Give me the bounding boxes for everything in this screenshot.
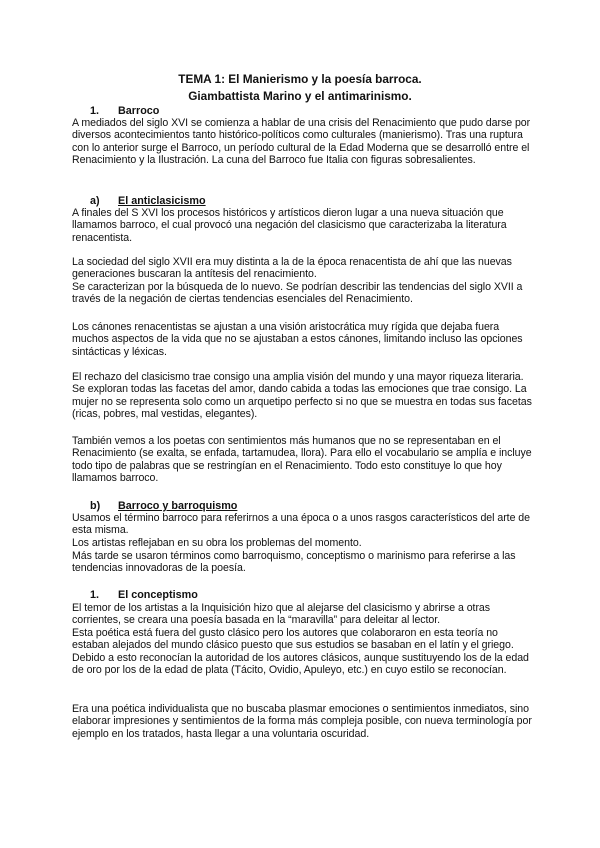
paragraph: La sociedad del siglo XVII era muy distinta a la de la época renacentista de ahí que las nuevas generaciones buscaran la antítesis del renacimiento. — [72, 256, 512, 281]
paragraph: A mediados del siglo XVI se comienza a hablar de una crisis del Renacimiento que pudo darse por diversos acontecimientos tanto histórico-políticos como culturales (manierismo). Tras una ruptura con lo anterior surge el Barroco, un período cultural de la Edad Moderna que se desarrolló entre el Renacimiento y la Ilustración. La cuna del Barroco fue Italia con figuras sobresalientes. — [72, 117, 531, 167]
paragraph: Era una poética individualista que no buscaba plasmar emociones o sentimientos inmediatos, sino elaborar impresiones y sentimientos de la forma más compleja posible, con nueva terminología por ejemplo en los tratados, hasta llegar a una voluntaria oscuridad. — [72, 703, 532, 740]
section-heading-barroquismo — [90, 500, 237, 512]
section-heading-anticlasicismo — [90, 195, 206, 207]
section-heading-text: Barroco y barroquismo — [118, 500, 238, 512]
section-heading-text: El conceptismo — [118, 589, 198, 601]
paragraph: Más tarde se usaron términos como barroquismo, conceptismo o marinismo para referirse a las tendencias innovadoras de la poesía. — [72, 550, 516, 575]
section-number: a) — [90, 195, 100, 207]
section-number: 1. — [90, 589, 100, 601]
paragraph: Usamos el término barroco para referirnos a una época o a unos rasgos característicos del arte de esta misma. — [72, 512, 530, 537]
section-number: b) — [90, 500, 101, 512]
paragraph: El rechazo del clasicismo trae consigo una amplia visión del mundo y una mayor riqueza literaria. Se exploran todas las facetas del amor, dando cabida a todas las emociones que trae consigo. La mujer no se representa solo como un arquetipo perfecto si no que se muestra en todas sus facetas (ricas, pobres, mal vestidas, elegantes). — [72, 371, 532, 421]
paragraph: Los artistas reflejaban en su obra los problemas del momento. — [72, 537, 362, 549]
section-heading-text: El anticlasicismo — [118, 195, 206, 207]
paragraph: Los cánones renacentistas se ajustan a una visión aristocrática muy rígida que dejaba fuera muchos aspectos de la vida que no se ajustaban a estos cánones, limitando incluso las opciones sintácticas y léxicas. — [72, 321, 523, 358]
section-heading-barroco — [90, 105, 159, 117]
paragraph: A finales del S XVI los procesos históricos y artísticos dieron lugar a una nueva situación que llamamos barroco, el cual provocó una negación del clasicismo que caracterizaba la literatura renacentista. — [72, 207, 507, 244]
section-number: 1. — [90, 105, 100, 117]
document-title-line-2: Giambattista Marino y el antimarinismo. — [188, 89, 412, 103]
paragraph: Se caracterizan por la búsqueda de lo nuevo. Se podrían describir las tendencias del siglo XVII a través de la negación de ciertas tendencias esenciales del Renacimiento. — [72, 281, 523, 306]
section-heading-conceptismo — [90, 589, 198, 601]
paragraph: El temor de los artistas a la Inquisición hizo que al alejarse del clasicismo y abrirse a otras corrientes, se creara una poesía basada en la “maravilla” para deleitar al lector. — [72, 602, 491, 627]
paragraph: Esta poética está fuera del gusto clásico pero los autores que colaboraron en esta teoría no estaban alejados del mundo clásico puesto que sus estudios se basaban en el latín y el griego. Debido a esto reconocían la autoridad de los autores clásicos, aunque sustituyendo los de la edad de oro por los de la edad de plata (Tácito, Ovidio, Apuleyo, etc.) en cuyo estilo se reconocían. — [72, 627, 529, 677]
paragraph: También vemos a los poetas con sentimientos más humanos que no se representaban en el Renacimiento (se exalta, se enfada, tartamudea, llora). Para ello el vocabulario se amplía e incluye todo tipo de palabras que se restringían en el Renacimiento. Todo esto constituye lo que hoy llamamos barroco. — [72, 435, 532, 485]
section-heading-text: Barroco — [118, 105, 160, 117]
document-title-line-1: TEMA 1: El Manierismo y la poesía barroca. — [178, 72, 422, 86]
